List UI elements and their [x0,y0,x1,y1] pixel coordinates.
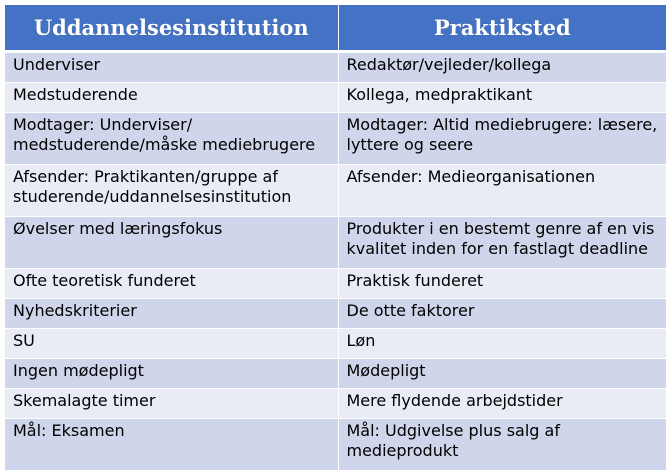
table-row [5,269,666,299]
table-cell: Mål: Udgivelse plus salg af medieprodukt [338,419,666,471]
table-cell: Modtager: Underviser/ medstuderende/måske mediebrugere [5,113,338,165]
table-row [5,83,666,113]
table-row [5,165,666,217]
table-cell: Nyhedskriterier [5,299,338,329]
table-cell: Underviser [5,52,338,83]
table-row [5,329,666,359]
table-cell: Medstuderende [5,83,338,113]
header-row [5,5,666,52]
table-cell: Afsender: Medieorganisationen [338,165,666,217]
header-praktiksted: Praktiksted [338,5,666,52]
table-row [5,217,666,269]
table-cell: Mødepligt [338,359,666,389]
table-cell: Øvelser med læringsfokus [5,217,338,269]
comparison-table [5,5,666,471]
table-row [5,52,666,83]
table-row [5,419,666,471]
table-cell: Mere flydende arbejdstider [338,389,666,419]
table-cell: Skemalagte timer [5,389,338,419]
header-uddannelsesinstitution: Uddannelsesinstitution [5,5,338,52]
table-cell: De otte faktorer [338,299,666,329]
table-row [5,299,666,329]
table-cell: Ofte teoretisk funderet [5,269,338,299]
table-cell: Løn [338,329,666,359]
table-row [5,113,666,165]
table-cell: SU [5,329,338,359]
table-cell: Ingen mødepligt [5,359,338,389]
table-row [5,359,666,389]
table-cell: Redaktør/vejleder/kollega [338,52,666,83]
table-cell: Produkter i en bestemt genre af en vis kvalitet inden for en fastlagt deadline [338,217,666,269]
table-cell: Kollega, medpraktikant [338,83,666,113]
table-cell: Mål: Eksamen [5,419,338,471]
table-cell: Modtager: Altid mediebrugere: læsere, lyttere og seere [338,113,666,165]
table-cell: Afsender: Praktikanten/gruppe af studerende/uddannelsesinstitution [5,165,338,217]
table-row [5,389,666,419]
table-cell: Praktisk funderet [338,269,666,299]
